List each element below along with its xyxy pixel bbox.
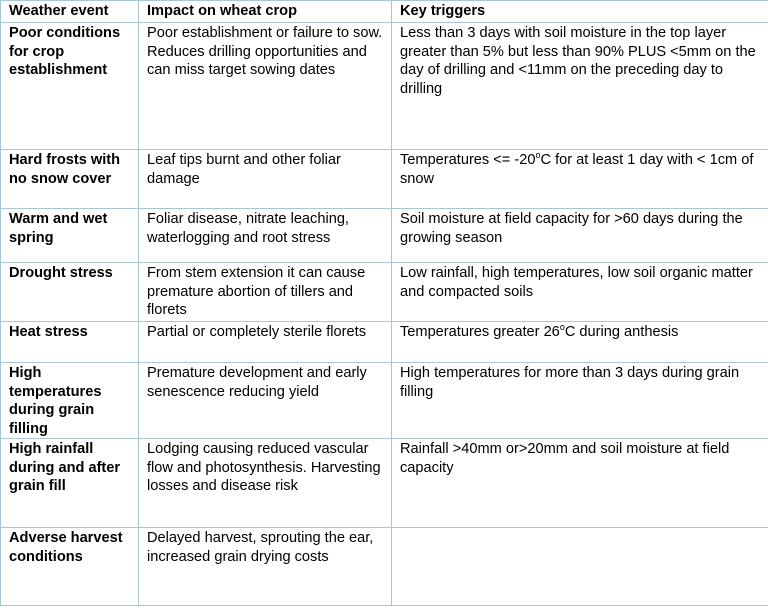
header-row [1, 1, 768, 23]
impact-cell: Partial or completely sterile florets [139, 322, 392, 363]
impact-cell: Poor establishment or failure to sow. Reduces drilling opportunities and can miss target sowing dates [139, 23, 392, 150]
triggers-text: Temperatures <= -20 [400, 152, 536, 168]
triggers-cell: Less than 3 days with soil moisture in the top layer greater than 5% but less than 90% PLUS <5mm on the day of drilling and <11mm on the preceding day to drilling [392, 23, 768, 150]
weather-event-cell: High temperatures during grain filling [1, 363, 139, 439]
table-row [1, 528, 768, 606]
triggers-cell [392, 528, 768, 606]
table-row [1, 263, 768, 322]
triggers-cell: Soil moisture at field capacity for >60 days during the growing season [392, 209, 768, 263]
degree-superscript: o [535, 150, 541, 161]
weather-event-cell: Hard frosts with no snow cover [1, 150, 139, 209]
weather-event-cell: Heat stress [1, 322, 139, 363]
weather-event-cell: High rainfall during and after grain fill [1, 439, 139, 528]
weather-event-cell: Adverse harvest conditions [1, 528, 139, 606]
triggers-text: C during anthesis [564, 324, 679, 340]
table-row [1, 439, 768, 528]
triggers-cell: Low rainfall, high temperatures, low soil organic matter and compacted soils [392, 263, 768, 322]
table-row [1, 209, 768, 263]
impact-cell: Foliar disease, nitrate leaching, waterlogging and root stress [139, 209, 392, 263]
triggers-text: C for at least 1 day with < 1cm of snow [400, 152, 754, 187]
table-row [1, 150, 768, 209]
impact-cell: Lodging causing reduced vascular flow and photosynthesis. Harvesting losses and disease risk [139, 439, 392, 528]
impact-cell: Delayed harvest, sprouting the ear, increased grain drying costs [139, 528, 392, 606]
header-impact: Impact on wheat crop [139, 1, 392, 23]
degree-superscript: o [559, 322, 565, 333]
table-row [1, 23, 768, 150]
triggers-cell [392, 322, 768, 363]
triggers-cell: High temperatures for more than 3 days during grain filling [392, 363, 768, 439]
weather-event-cell: Warm and wet spring [1, 209, 139, 263]
header-weather-event: Weather event [1, 1, 139, 23]
table-row [1, 363, 768, 439]
triggers-cell: Rainfall >40mm or>20mm and soil moisture at field capacity [392, 439, 768, 528]
impact-cell: From stem extension it can cause premature abortion of tillers and florets [139, 263, 392, 322]
triggers-text: Temperatures greater 26 [400, 324, 560, 340]
triggers-cell [392, 150, 768, 209]
impact-cell: Leaf tips burnt and other foliar damage [139, 150, 392, 209]
impact-cell: Premature development and early senescence reducing yield [139, 363, 392, 439]
weather-event-cell: Poor conditions for crop establishment [1, 23, 139, 150]
weather-event-cell: Drought stress [1, 263, 139, 322]
header-key-triggers: Key triggers [392, 1, 768, 23]
table-row [1, 322, 768, 363]
